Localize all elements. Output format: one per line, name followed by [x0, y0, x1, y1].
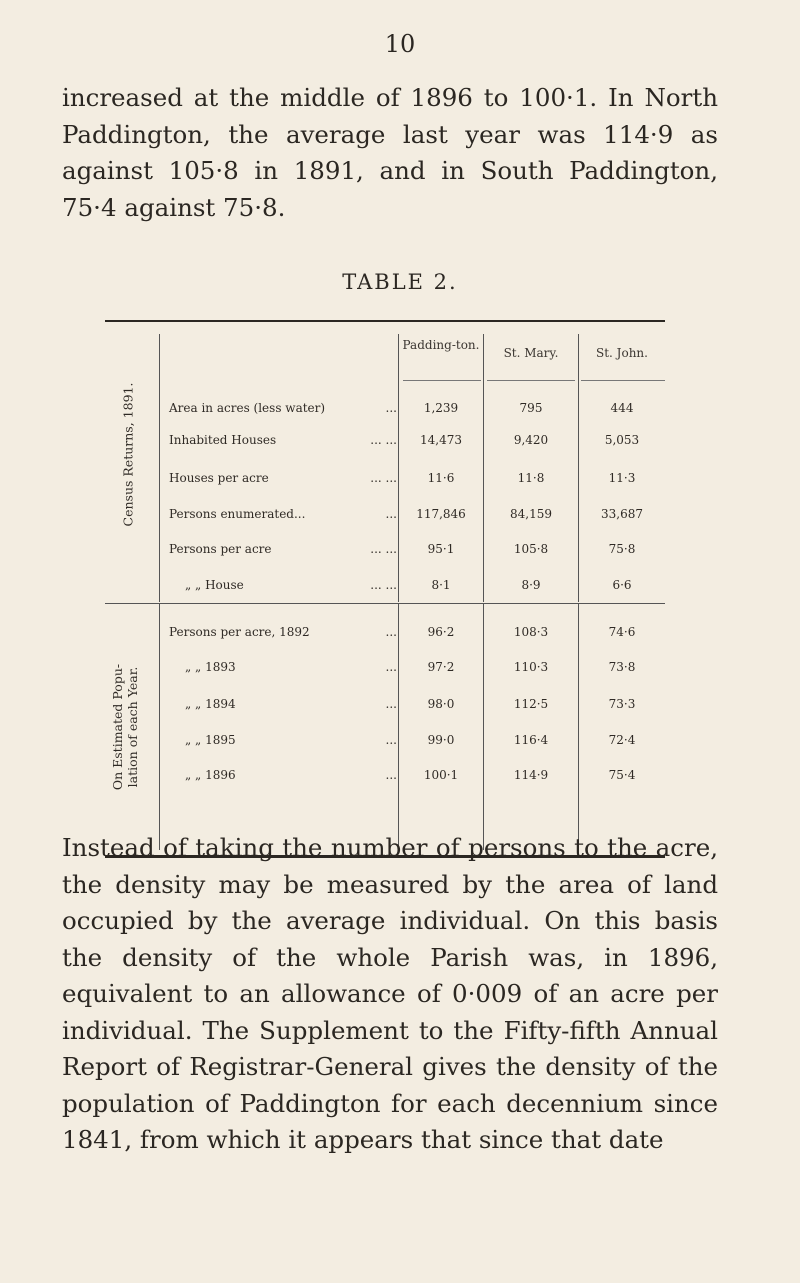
table-cell: 75·4: [608, 768, 636, 782]
header-underline: [581, 380, 665, 381]
table-cell: 112·5: [513, 697, 549, 711]
group-separator-rule: [105, 603, 665, 604]
table-cell: 114·9: [513, 768, 549, 782]
table-cell: 73·3: [608, 697, 636, 711]
column-divider-line: [398, 334, 399, 602]
table-cell: 795: [519, 401, 543, 415]
header-underline: [403, 380, 481, 381]
table-cell: 116·4: [513, 733, 549, 747]
column-divider-line: [483, 334, 484, 602]
table-cell: 14,473: [420, 433, 462, 447]
outro-paragraph: Instead of taking the number of persons to the acre, the density may be measured by the area of land occupied by the average individual. On this basis the density of the whole Parish was, in 1896, equivalent to an allowance of 0·009 of an acre per individual. The Supplement to the Fifty-fifth Annual Report of Registrar-General gives the density of the population of Paddington for each decennium since 1841, from which it appears that since that date: [62, 833, 718, 1154]
column-divider-line: [578, 334, 579, 602]
table-top-rule: [105, 320, 665, 322]
table-cell: 11·3: [608, 471, 636, 485]
table-cell: 110·3: [513, 660, 549, 674]
table-cell: 84,159: [510, 507, 552, 521]
table-cell: 444: [610, 401, 634, 415]
column-header-paddington: Padding-ton.: [402, 338, 480, 352]
table-cell: 99·0: [427, 733, 455, 747]
table-cell: 105·8: [513, 542, 549, 556]
group-divider-line: [159, 334, 160, 602]
table-cell: 33,687: [601, 507, 643, 521]
density-table: Padding-ton. St. Mary. St. John. Census Returns, 1891. On Estimated Popu- lation of each Year. Area in acres (less water) ... 1,239 795 444 Inhabited Houses ... ... 14,473 9,420 5,053 Houses per acre ... ... 11·6 11·8 11·3 Persons enumerated... ... 117,846 84,159 33,687 Persons per acre ... ... 95·1 105·8 75·8 „ „ House ... ... 8·1 8·9 6·6 Persons per acre, 1892 ... 96·2 108·3 74·6 „ „ 1893 ... 97·2 110·3 73·8 „ „ 1894 ... 98·0 112·5 73·3 „ „ 1895 ... 99·0 116·4 72·4 „ „ 1896 ... 100·1 114·9 75·4: [105, 320, 665, 860]
table-cell: 73·8: [608, 660, 636, 674]
table-cell: 75·8: [608, 542, 636, 556]
header-underline: [487, 380, 575, 381]
table-cell: 11·8: [517, 471, 545, 485]
table-cell: 74·6: [608, 625, 636, 639]
table-cell: 95·1: [427, 542, 455, 556]
group-label-estimated-line1: On Estimated Popu-: [110, 663, 125, 791]
group-label-census: Census Returns, 1891.: [120, 382, 136, 527]
table-cell: 117,846: [416, 507, 466, 521]
column-header-st-mary: St. Mary.: [503, 346, 559, 360]
table-cell: 96·2: [427, 625, 455, 639]
table-title: TABLE 2.: [342, 270, 458, 294]
table-cell: 6·6: [612, 578, 632, 592]
table-cell: 9,420: [513, 433, 549, 447]
column-divider-line: [578, 604, 579, 850]
column-header-st-john: St. John.: [596, 346, 648, 360]
table-cell: 72·4: [608, 733, 636, 747]
table-cell: 98·0: [427, 697, 455, 711]
table-cell: 11·6: [427, 471, 455, 485]
table-cell: 5,053: [604, 433, 640, 447]
column-divider-line: [483, 604, 484, 850]
table-cell: 1,239: [423, 401, 459, 415]
page-number: 10: [384, 30, 416, 58]
intro-paragraph: increased at the middle of 1896 to 100·1. In North Paddington, the average last year was 114·9 as against 105·8 in 1891, and in South Paddington, 75·4 against 75·8.: [62, 83, 718, 222]
table-cell: 100·1: [423, 768, 459, 782]
table-cell: 108·3: [513, 625, 549, 639]
table-cell: 97·2: [427, 660, 455, 674]
group-label-estimated-line2: lation of each Year.: [125, 666, 140, 788]
group-label-estimated: [110, 612, 140, 842]
column-divider-line: [398, 604, 399, 850]
table-cell: 8·9: [521, 578, 541, 592]
group-divider-line: [159, 604, 160, 850]
table-cell: 8·1: [431, 578, 451, 592]
